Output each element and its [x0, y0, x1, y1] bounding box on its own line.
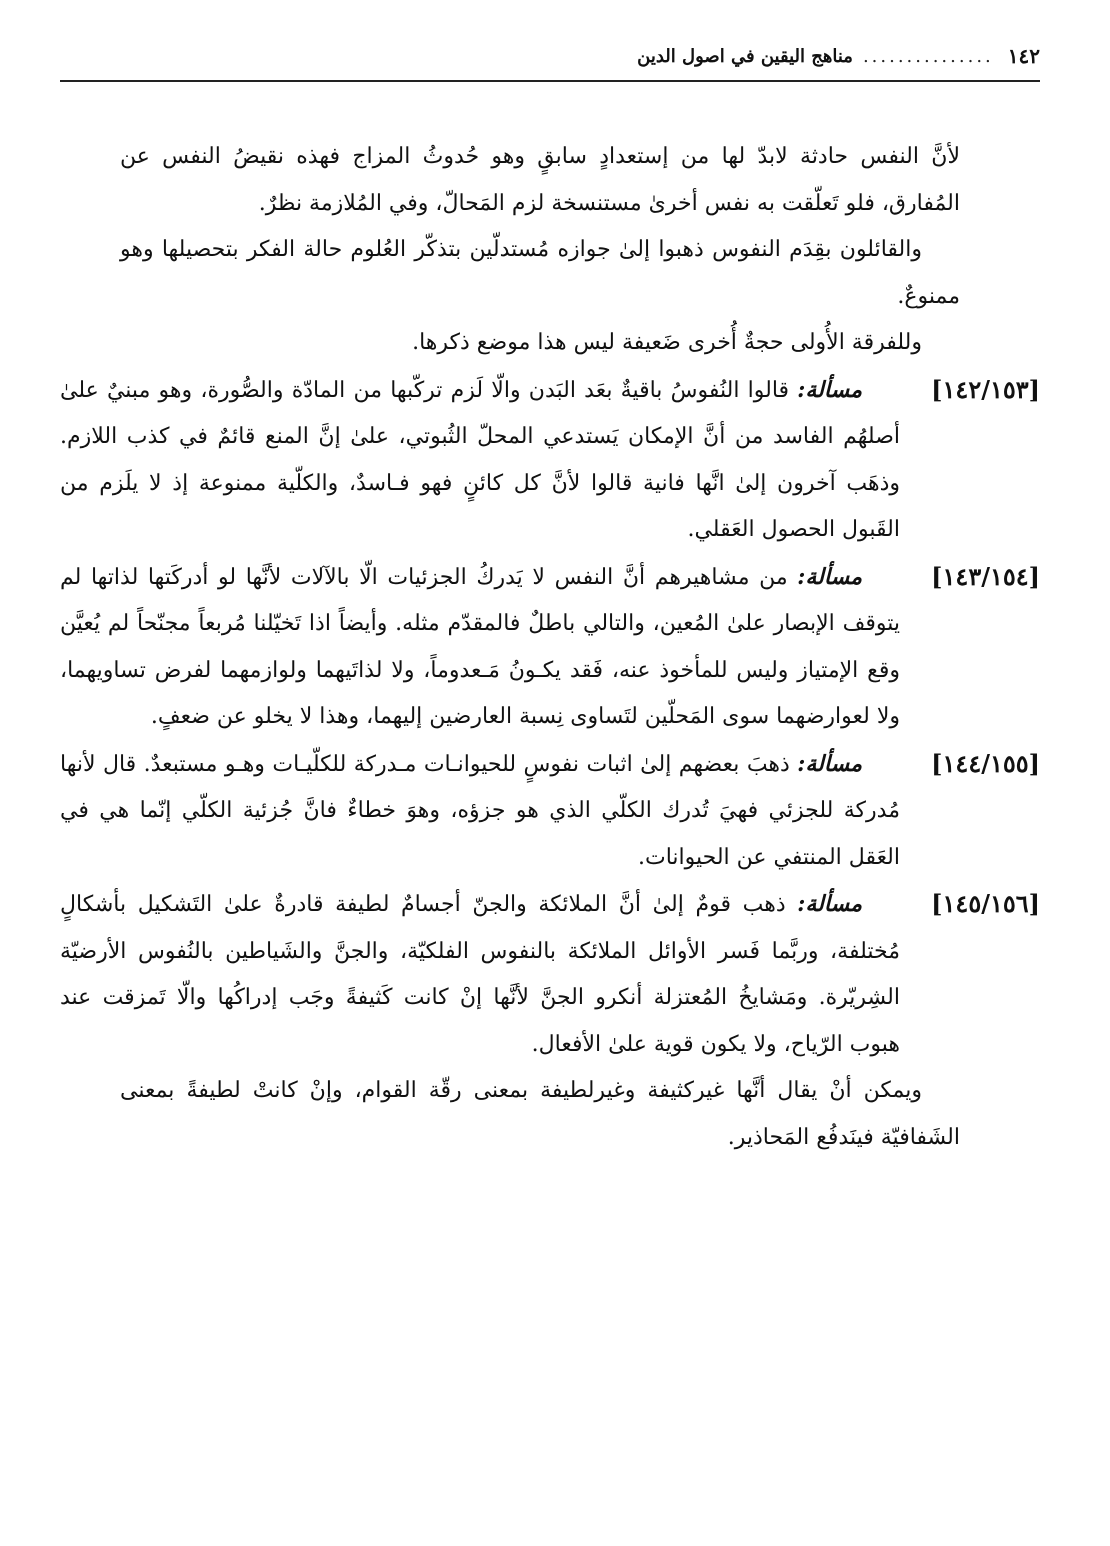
issue-154	[60, 554, 1040, 741]
paragraph-last: ويمكن أنْ يقال أنَّها غيركثيفة وغيرلطيفة بمعنى رقّة القوام، وإنْ كانتْ لطيفةً بمعنى الشَفافيّة فينَدفُع المَحاذير.	[120, 1078, 960, 1150]
header-rule	[60, 80, 1040, 82]
issue-term: مسألة:	[797, 376, 862, 403]
issue-reference: [١٤٢/١٥٣]	[931, 374, 1040, 404]
issue-153	[60, 367, 1040, 554]
issue-reference: [١٤٣/١٥٤]	[931, 561, 1040, 591]
issue-term: مسألة:	[797, 891, 862, 917]
issue-reference: [١٤٥/١٥٦]	[931, 889, 1040, 918]
issue-term: مسألة:	[797, 563, 862, 590]
issue-text: مسألة: ذهب قومٌ إلىٰ أنَّ الملائكة والجنّ أجسامٌ لطيفة قادرةٌ علىٰ التَشكيل بأشكالٍ مُختلفة، وربَّما فَسر الأوائل الملائكة بالنفوس الفلكيّة، والجنَّ والشَياطين بالنُفوس الأرضيّة الشِريّرة. ومَشايخُ المُعتزلة أنكرو الجنَّ لأنَّها إنْ كانت كَثيفةً وجَب إدراكُها والّا تَمزقت عند هبوب الرّياح، ولا يكون قوية علىٰ الأفعال.	[60, 891, 900, 1057]
paragraph-2: والقائلون بقِدَم النفوس ذهبوا إلىٰ جوازه مُستدلّين بتذكّر العُلوم حالة الفكر بتحصيلها وهو ممنوعٌ.	[120, 237, 960, 309]
issue-reference: [١٤٤/١٥٥]	[931, 748, 1040, 778]
issue-text: مسألة: قالوا النُفوسُ باقيةٌ بعَد البَدن والّا لَزم تركّبها من المادّة والصُّورة، وهو مبنيٌ علىٰ أصلهُم الفاسد من أنَّ الإمكان يَستدعي المحلّ الثُبوتي، علىٰ إنَّ المنع قائمٌ في كذب اللازم. وذهَب آخرون إلىٰ انَّها فانية قالوا لأنَّ كل كائنٍ فهو فـاسدٌ، والكلّية ممنوعة إذ لا يلَزم من القَبول الحصول العَقلي.	[60, 376, 900, 542]
page-body	[60, 134, 1040, 1161]
paragraph-1: لأنَّ النفس حادثة لابدّ لها من إستعدادٍ سابقٍ وهو حُدوثُ المزاج فهذه نقيضُ النفس عن المُفارق، فلو تَعلّقت به نفس أخرىٰ مستنسخة لزم المَحالّ، وفي المُلازمة نظرٌ.	[120, 144, 960, 216]
book-title: مناهج اليقين في اصول الدين	[637, 45, 853, 67]
issue-term: مسألة:	[797, 750, 862, 777]
issue-156	[60, 881, 1040, 1068]
paragraph-3: وللفرقة الأُولى حجةٌ أُخرى ضَعيفة ليس هذا موضع ذكرها.	[412, 330, 922, 355]
issue-text: مسألة: ذهبَ بعضهم إلىٰ اثبات نفوسٍ للحيوانـات مـدركة للكلّيـات وهـو مستبعدٌ. قال لأنها مُدركة للجزئي فهيَ تُدرك الكلّي الذي هو جزؤه، وهوَ خطاءٌ فانَّ جُزئية الكلّي إنّما هي في العَقل المنتفي عن الحيوانات.	[60, 750, 900, 870]
issue-text: مسألة: من مشاهيرهم أنَّ النفس لا يَدركُ الجزئيات الّا بالآلات لأنَّها لو أدركَتها لذاتها لم يتوقف الإبصار علىٰ المُعين، والتالي باطلٌ فالمقدّم مثله. وأيضاً اذا تَخيّلنا مُربعاً مجنّحاً لم يُعيَّن وقع الإمتياز وليس للمأخوذ عنه، فَقد يكـونُ مَـعدوماً، ولا لذاتَيهما ولوازمهما لفرض تساويهما، ولا لعوارضهما سوى المَحلّين لتَساوى نِسبة العارضين إليهما، وهذا لا يخلو عن ضعفٍ.	[60, 563, 900, 729]
page-number: ١٤٢	[1007, 44, 1040, 68]
running-header	[60, 36, 1040, 76]
issue-155	[60, 741, 1040, 882]
leader-dots: ...............	[862, 45, 994, 67]
